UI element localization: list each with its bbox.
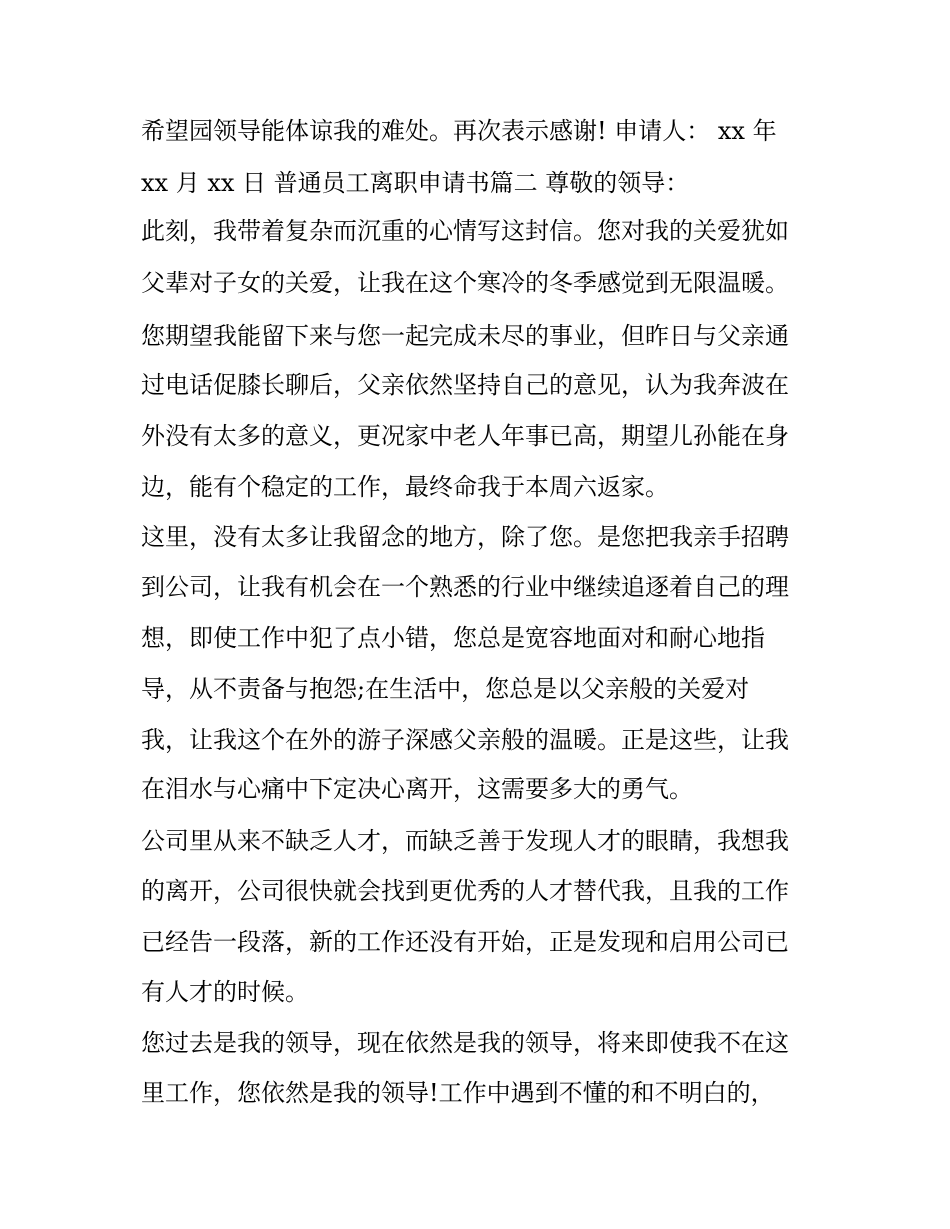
text-line-9: 这里，没有太多让我留念的地方，除了您。是您把我亲手招聘 xyxy=(141,523,789,551)
text-line-8: 边，能有个稳定的工作，最终命我于本周六返家。 xyxy=(141,473,669,501)
text-line-4: 父辈对子女的关爱，让我在这个寒冷的冬季感觉到无限温暖。 xyxy=(141,269,789,297)
text-line-13: 我，让我这个在外的游子深感父亲般的温暖。正是这些，让我 xyxy=(141,726,789,754)
text-line-11: 想，即使工作中犯了点小错，您总是宽容地面对和耐心地指 xyxy=(141,624,765,652)
text-line-20: 里工作，您依然是我的领导!工作中遇到不懂的和不明白的， xyxy=(141,1079,775,1107)
text-line-6: 过电话促膝长聊后，父亲依然坚持自己的意见，认为我奔波在 xyxy=(141,371,789,399)
text-line-19: 您过去是我的领导，现在依然是我的领导，将来即使我不在这 xyxy=(141,1029,789,1057)
text-line-17: 已经告一段落，新的工作还没有开始，正是发现和启用公司已 xyxy=(141,928,789,956)
text-line-14: 在泪水与心痛中下定决心离开，这需要多大的勇气。 xyxy=(141,775,693,803)
text-line-16: 的离开，公司很快就会找到更优秀的人才替代我，且我的工作 xyxy=(141,877,789,905)
text-line-18: 有人才的时候。 xyxy=(141,978,309,1006)
text-line-12: 导，从不责备与抱怨;在生活中，您总是以父亲般的关爱对 xyxy=(141,675,750,703)
text-line-7: 外没有太多的意义，更况家中老人年事已高，期望儿孙能在身 xyxy=(141,422,789,450)
text-line-15: 公司里从来不缺乏人才，而缺乏善于发现人才的眼睛，我想我 xyxy=(141,827,789,855)
text-line-5: 您期望我能留下来与您一起完成未尽的事业，但昨日与父亲通 xyxy=(141,322,789,350)
text-line-2: xx 月 xx 日 普通员工离职申请书篇二 尊敬的领导： xyxy=(141,169,690,197)
text-line-3: 此刻，我带着复杂而沉重的心情写这封信。您对我的关爱犹如 xyxy=(141,217,789,245)
text-line-10: 到公司，让我有机会在一个熟悉的行业中继续追逐着自己的理 xyxy=(141,573,789,601)
text-line-1: 希望园领导能体谅我的难处。再次表示感谢! 申请人： xx 年 xyxy=(141,117,777,145)
